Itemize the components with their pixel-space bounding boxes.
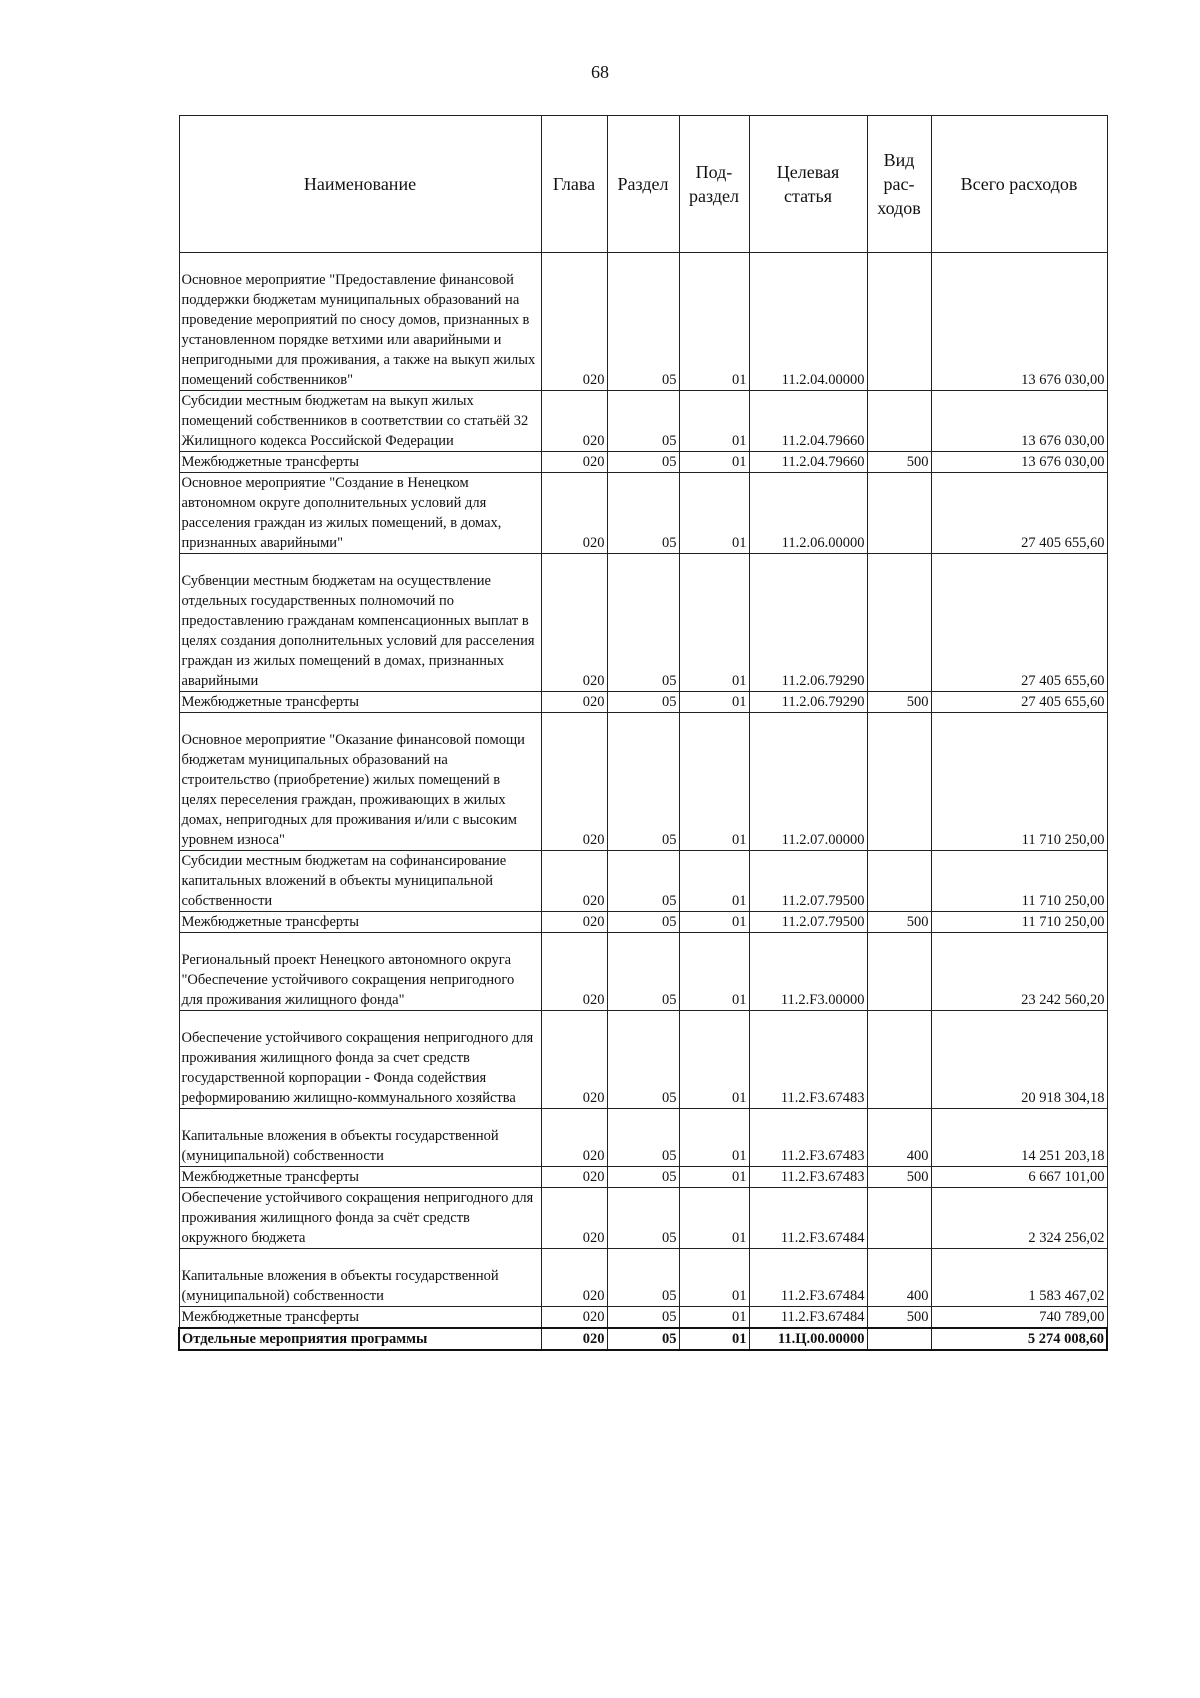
- cell-chapter: 020: [541, 730, 607, 851]
- cell-chapter: 020: [541, 912, 607, 933]
- cell-section: 05: [607, 1307, 679, 1329]
- cell-total: 13 676 030,00: [931, 452, 1107, 473]
- spacer-cell: [867, 1109, 931, 1127]
- cell-section: 05: [607, 1266, 679, 1307]
- cell-exp-type: [867, 950, 931, 1011]
- cell-subsection: 01: [679, 270, 749, 391]
- table-row: [179, 692, 1107, 713]
- cell-exp-type: 400: [867, 1126, 931, 1167]
- spacer-cell: [541, 554, 607, 572]
- cell-total: 11 710 250,00: [931, 730, 1107, 851]
- cell-name: Основное мероприятие "Предоставление финансовой поддержки бюджетам муниципальных образований на проведение мероприятий по сносу домов, признанных в установленном порядке ветхими или аварийными и непригодными для проживания, а также на выкуп жилых помещений собственников": [179, 270, 541, 391]
- cell-chapter: 020: [541, 692, 607, 713]
- cell-target: 11.2.F3.67483: [749, 1028, 867, 1109]
- cell-name: Обеспечение устойчивого сокращения непригодного для проживания жилищного фонда за счёт средств окружного бюджета: [179, 1188, 541, 1249]
- header-section: Раздел: [607, 116, 679, 253]
- cell-section: 05: [607, 571, 679, 692]
- spacer-cell: [679, 1011, 749, 1029]
- cell-subsection: 01: [679, 1328, 749, 1350]
- spacer-row: [179, 713, 1107, 731]
- header-name: Наименование: [179, 116, 541, 253]
- cell-total: 11 710 250,00: [931, 851, 1107, 912]
- spacer-cell: [607, 713, 679, 731]
- cell-section: 05: [607, 391, 679, 452]
- cell-target: 11.2.04.79660: [749, 391, 867, 452]
- spacer-cell: [179, 933, 541, 951]
- spacer-row: [179, 1011, 1107, 1029]
- spacer-cell: [867, 1011, 931, 1029]
- cell-exp-type: 400: [867, 1266, 931, 1307]
- cell-chapter: 020: [541, 1188, 607, 1249]
- cell-section: 05: [607, 270, 679, 391]
- header-subsection: Под- раздел: [679, 116, 749, 253]
- cell-chapter: 020: [541, 1126, 607, 1167]
- cell-section: 05: [607, 1167, 679, 1188]
- cell-target: 11.2.F3.67484: [749, 1188, 867, 1249]
- cell-total: 2 324 256,02: [931, 1188, 1107, 1249]
- spacer-row: [179, 554, 1107, 572]
- cell-total: 14 251 203,18: [931, 1126, 1107, 1167]
- cell-target: 11.2.F3.67484: [749, 1307, 867, 1329]
- cell-total: 11 710 250,00: [931, 912, 1107, 933]
- spacer-cell: [931, 713, 1107, 731]
- spacer-cell: [179, 1109, 541, 1127]
- cell-chapter: 020: [541, 270, 607, 391]
- cell-name: Отдельные мероприятия программы: [179, 1328, 541, 1350]
- header-chapter: Глава: [541, 116, 607, 253]
- header-target: Целевая статья: [749, 116, 867, 253]
- cell-exp-type: 500: [867, 692, 931, 713]
- spacer-cell: [867, 1249, 931, 1267]
- table-row: [179, 270, 1107, 391]
- cell-target: 11.2.06.79290: [749, 571, 867, 692]
- spacer-cell: [179, 1249, 541, 1267]
- cell-chapter: 020: [541, 950, 607, 1011]
- table-row: [179, 1126, 1107, 1167]
- spacer-cell: [179, 1011, 541, 1029]
- cell-name: Региональный проект Ненецкого автономного округа "Обеспечение устойчивого сокращения непригодного для проживания жилищного фонда": [179, 950, 541, 1011]
- table-row: [179, 1328, 1107, 1350]
- table-row: [179, 1266, 1107, 1307]
- cell-name: Капитальные вложения в объекты государственной (муниципальной) собственности: [179, 1126, 541, 1167]
- spacer-cell: [749, 253, 867, 271]
- cell-subsection: 01: [679, 851, 749, 912]
- cell-chapter: 020: [541, 391, 607, 452]
- cell-section: 05: [607, 730, 679, 851]
- cell-name: Межбюджетные трансферты: [179, 452, 541, 473]
- cell-exp-type: [867, 391, 931, 452]
- spacer-row: [179, 1249, 1107, 1267]
- cell-section: 05: [607, 1188, 679, 1249]
- cell-subsection: 01: [679, 950, 749, 1011]
- cell-exp-type: [867, 1028, 931, 1109]
- spacer-cell: [749, 1109, 867, 1127]
- cell-total: 5 274 008,60: [931, 1328, 1107, 1350]
- cell-exp-type: [867, 730, 931, 851]
- cell-exp-type: [867, 1188, 931, 1249]
- spacer-cell: [931, 1249, 1107, 1267]
- cell-total: 6 667 101,00: [931, 1167, 1107, 1188]
- cell-chapter: 020: [541, 1307, 607, 1329]
- table-row: [179, 730, 1107, 851]
- table-row: [179, 912, 1107, 933]
- table-row: [179, 452, 1107, 473]
- cell-name: Межбюджетные трансферты: [179, 1167, 541, 1188]
- cell-exp-type: [867, 571, 931, 692]
- cell-target: 11.Ц.00.00000: [749, 1328, 867, 1350]
- table-row: [179, 1167, 1107, 1188]
- cell-section: 05: [607, 452, 679, 473]
- cell-target: 11.2.F3.67484: [749, 1266, 867, 1307]
- cell-section: 05: [607, 1126, 679, 1167]
- spacer-row: [179, 253, 1107, 271]
- spacer-cell: [749, 713, 867, 731]
- cell-section: 05: [607, 692, 679, 713]
- cell-exp-type: [867, 851, 931, 912]
- spacer-cell: [749, 933, 867, 951]
- cell-exp-type: [867, 270, 931, 391]
- cell-name: Обеспечение устойчивого сокращения непригодного для проживания жилищного фонда за счет средств государственной корпорации - Фонда содействия реформированию жилищно-коммунального хозяйства: [179, 1028, 541, 1109]
- spacer-cell: [541, 253, 607, 271]
- cell-subsection: 01: [679, 1167, 749, 1188]
- cell-target: 11.2.07.79500: [749, 912, 867, 933]
- cell-chapter: 020: [541, 473, 607, 554]
- cell-exp-type: 500: [867, 1167, 931, 1188]
- spacer-cell: [607, 1011, 679, 1029]
- table-row: [179, 391, 1107, 452]
- cell-total: 20 918 304,18: [931, 1028, 1107, 1109]
- cell-subsection: 01: [679, 692, 749, 713]
- cell-exp-type: [867, 1328, 931, 1350]
- spacer-cell: [749, 1011, 867, 1029]
- cell-section: 05: [607, 851, 679, 912]
- cell-name: Межбюджетные трансферты: [179, 1307, 541, 1329]
- cell-total: 27 405 655,60: [931, 571, 1107, 692]
- spacer-cell: [679, 933, 749, 951]
- table-row: [179, 851, 1107, 912]
- cell-chapter: 020: [541, 571, 607, 692]
- cell-target: 11.2.04.00000: [749, 270, 867, 391]
- spacer-row: [179, 1109, 1107, 1127]
- header-exp-type: Вид рас- ходов: [867, 116, 931, 253]
- cell-total: 13 676 030,00: [931, 391, 1107, 452]
- spacer-cell: [931, 253, 1107, 271]
- cell-target: 11.2.F3.00000: [749, 950, 867, 1011]
- cell-subsection: 01: [679, 1188, 749, 1249]
- table-row: [179, 1188, 1107, 1249]
- cell-chapter: 020: [541, 1266, 607, 1307]
- spacer-cell: [679, 713, 749, 731]
- spacer-cell: [607, 253, 679, 271]
- spacer-cell: [749, 1249, 867, 1267]
- cell-chapter: 020: [541, 1328, 607, 1350]
- cell-subsection: 01: [679, 730, 749, 851]
- spacer-cell: [541, 1249, 607, 1267]
- cell-total: 23 242 560,20: [931, 950, 1107, 1011]
- cell-name: Субсидии местным бюджетам на выкуп жилых помещений собственников в соответствии со статьёй 32 Жилищного кодекса Российской Федерации: [179, 391, 541, 452]
- spacer-cell: [931, 1011, 1107, 1029]
- cell-subsection: 01: [679, 1266, 749, 1307]
- cell-name: Субсидии местным бюджетам на софинансирование капитальных вложений в объекты муниципальной собственности: [179, 851, 541, 912]
- cell-subsection: 01: [679, 912, 749, 933]
- spacer-cell: [541, 1011, 607, 1029]
- cell-subsection: 01: [679, 1126, 749, 1167]
- spacer-cell: [867, 933, 931, 951]
- spacer-cell: [607, 1249, 679, 1267]
- cell-total: 13 676 030,00: [931, 270, 1107, 391]
- table-header-row: [179, 116, 1107, 253]
- table-row: [179, 473, 1107, 554]
- cell-target: 11.2.06.00000: [749, 473, 867, 554]
- cell-section: 05: [607, 950, 679, 1011]
- spacer-cell: [679, 253, 749, 271]
- cell-target: 11.2.04.79660: [749, 452, 867, 473]
- spacer-cell: [679, 1109, 749, 1127]
- cell-name: Субвенции местным бюджетам на осуществление отдельных государственных полномочий по предоставлению гражданам компенсационных выплат в целях создания дополнительных условий для расселения граждан из жилых помещений в домах, признанных аварийными: [179, 571, 541, 692]
- cell-target: 11.2.07.00000: [749, 730, 867, 851]
- cell-chapter: 020: [541, 1167, 607, 1188]
- header-total: Всего расходов: [931, 116, 1107, 253]
- cell-exp-type: 500: [867, 912, 931, 933]
- cell-subsection: 01: [679, 473, 749, 554]
- cell-exp-type: 500: [867, 1307, 931, 1329]
- cell-section: 05: [607, 473, 679, 554]
- cell-name: Капитальные вложения в объекты государственной (муниципальной) собственности: [179, 1266, 541, 1307]
- cell-total: 1 583 467,02: [931, 1266, 1107, 1307]
- spacer-cell: [867, 554, 931, 572]
- cell-subsection: 01: [679, 571, 749, 692]
- cell-subsection: 01: [679, 1307, 749, 1329]
- spacer-cell: [179, 253, 541, 271]
- table-row: [179, 1028, 1107, 1109]
- cell-section: 05: [607, 1028, 679, 1109]
- cell-subsection: 01: [679, 391, 749, 452]
- spacer-cell: [541, 713, 607, 731]
- spacer-cell: [607, 1109, 679, 1127]
- cell-name: Межбюджетные трансферты: [179, 912, 541, 933]
- cell-exp-type: 500: [867, 452, 931, 473]
- table-row: [179, 571, 1107, 692]
- cell-target: 11.2.F3.67483: [749, 1126, 867, 1167]
- spacer-cell: [541, 1109, 607, 1127]
- cell-section: 05: [607, 1328, 679, 1350]
- cell-target: 11.2.07.79500: [749, 851, 867, 912]
- spacer-cell: [749, 554, 867, 572]
- table-body: [179, 253, 1107, 1351]
- spacer-cell: [179, 713, 541, 731]
- spacer-cell: [931, 1109, 1107, 1127]
- spacer-cell: [179, 554, 541, 572]
- cell-target: 11.2.F3.67483: [749, 1167, 867, 1188]
- budget-table: [178, 115, 1108, 1351]
- cell-chapter: 020: [541, 1028, 607, 1109]
- cell-exp-type: [867, 473, 931, 554]
- cell-section: 05: [607, 912, 679, 933]
- spacer-row: [179, 933, 1107, 951]
- spacer-cell: [931, 554, 1107, 572]
- cell-chapter: 020: [541, 851, 607, 912]
- table-row: [179, 950, 1107, 1011]
- cell-chapter: 020: [541, 452, 607, 473]
- spacer-cell: [541, 933, 607, 951]
- spacer-cell: [679, 1249, 749, 1267]
- spacer-cell: [679, 554, 749, 572]
- table-row: [179, 1307, 1107, 1329]
- spacer-cell: [931, 933, 1107, 951]
- spacer-cell: [867, 713, 931, 731]
- cell-name: Межбюджетные трансферты: [179, 692, 541, 713]
- cell-total: 740 789,00: [931, 1307, 1107, 1329]
- page-number: 68: [591, 62, 609, 82]
- cell-subsection: 01: [679, 452, 749, 473]
- cell-target: 11.2.06.79290: [749, 692, 867, 713]
- cell-total: 27 405 655,60: [931, 473, 1107, 554]
- spacer-cell: [607, 554, 679, 572]
- cell-name: Основное мероприятие "Создание в Ненецком автономном округе дополнительных условий для расселения граждан из жилых помещений, в домах, признанных аварийными": [179, 473, 541, 554]
- cell-total: 27 405 655,60: [931, 692, 1107, 713]
- cell-subsection: 01: [679, 1028, 749, 1109]
- spacer-cell: [867, 253, 931, 271]
- spacer-cell: [607, 933, 679, 951]
- cell-name: Основное мероприятие "Оказание финансовой помощи бюджетам муниципальных образований на строительство (приобретение) жилых помещений в целях переселения граждан, проживающих в жилых домах, непригодных для проживания и/или с высоким уровнем износа": [179, 730, 541, 851]
